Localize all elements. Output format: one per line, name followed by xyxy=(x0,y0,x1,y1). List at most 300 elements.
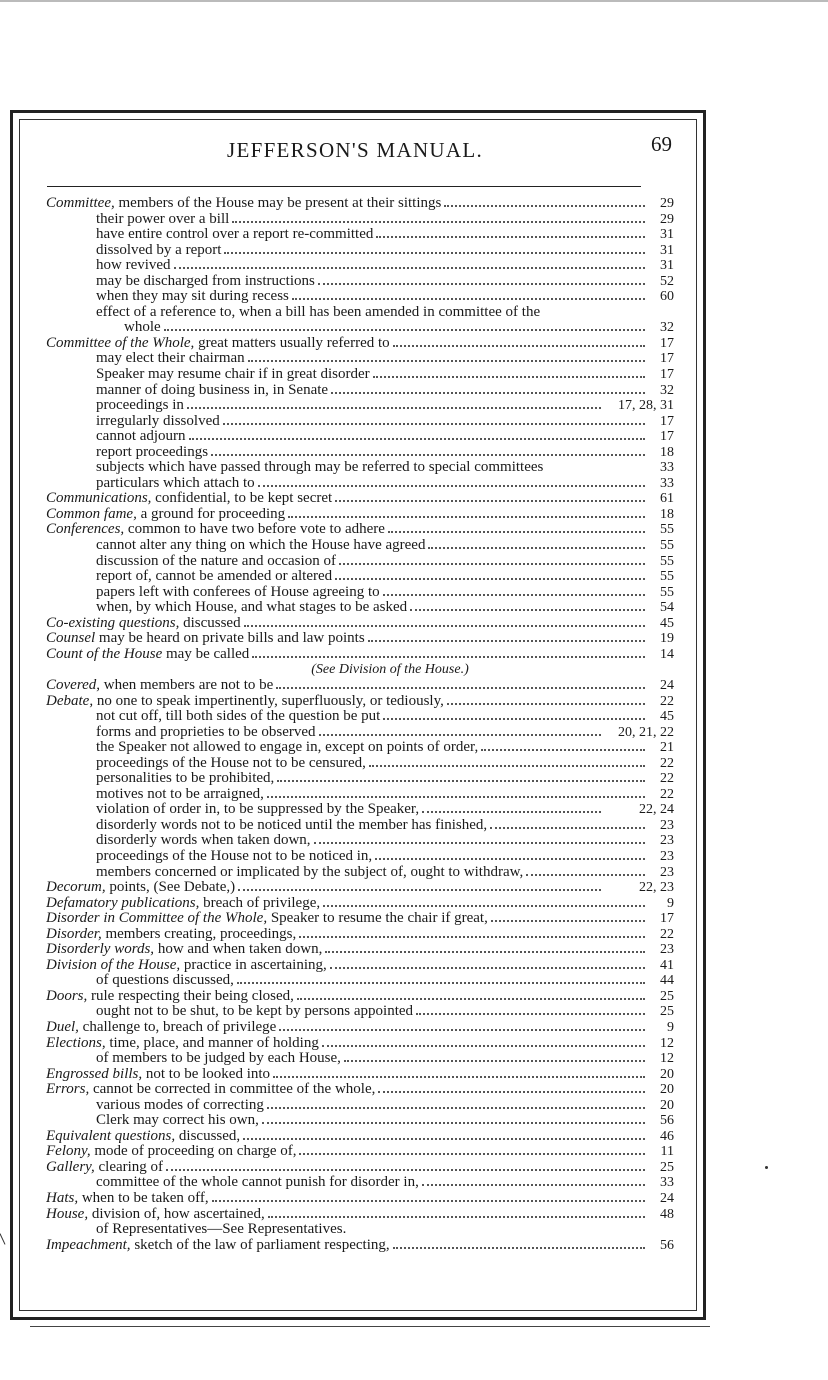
entry-line xyxy=(96,1004,648,1020)
entry-page-ref: 22 xyxy=(660,771,674,787)
dot-leader xyxy=(416,1013,645,1015)
entry-description: proceedings of the House not to be noticed in, xyxy=(96,848,373,864)
entry-description: mode of proceeding on charge of, xyxy=(90,1144,297,1160)
entry-page-ref: 17 xyxy=(660,351,674,367)
entry-description: dissolved by a report xyxy=(96,242,222,258)
entry-page-ref: 25 xyxy=(660,1159,674,1175)
entry-page-ref: 9 xyxy=(667,895,674,911)
entry-description: discussion of the nature and occasion of xyxy=(96,553,336,569)
entry-text xyxy=(46,1129,240,1145)
entry-page-ref: 32 xyxy=(660,320,674,336)
entry-description: have entire control over a report re-committed xyxy=(96,227,374,243)
index-entry xyxy=(46,1222,674,1238)
entry-text xyxy=(96,258,171,274)
dot-leader xyxy=(376,236,645,238)
index-entry xyxy=(46,507,674,523)
entry-page-ref: 55 xyxy=(660,584,674,600)
index-entry xyxy=(46,196,674,212)
entry-line xyxy=(96,725,604,741)
dot-leader xyxy=(237,982,645,984)
index-entry xyxy=(46,274,674,290)
entry-text xyxy=(96,818,487,834)
entry-description: a ground for proceeding xyxy=(136,506,286,522)
index-entry xyxy=(46,756,674,772)
entry-page-ref: 54 xyxy=(660,600,674,616)
entry-page-ref: 22, 23 xyxy=(639,880,674,896)
entry-text xyxy=(46,1191,209,1207)
index-entry xyxy=(46,911,674,927)
entry-term: Defamatory publications, xyxy=(46,895,200,911)
entry-line xyxy=(96,600,648,616)
entry-term: Counsel xyxy=(46,631,96,647)
entry-description: cannot adjourn xyxy=(96,429,186,445)
entry-page-ref: 41 xyxy=(660,957,674,973)
entry-line xyxy=(96,756,648,772)
dot-leader xyxy=(444,205,645,207)
dot-leader xyxy=(526,874,645,876)
index-entry xyxy=(46,927,674,943)
entry-line xyxy=(96,1051,648,1067)
entry-text xyxy=(96,973,234,989)
index-entry xyxy=(46,414,674,430)
entry-text xyxy=(96,569,332,585)
index-entry xyxy=(46,538,674,554)
entry-description: proceedings in xyxy=(96,398,184,414)
entry-term: Doors, xyxy=(46,988,88,1004)
index-entry xyxy=(46,460,674,476)
entry-line xyxy=(96,709,648,725)
entry-line xyxy=(96,212,648,228)
entry-description: confidential, to be kept secret xyxy=(151,491,333,507)
entry-description: not to be looked into xyxy=(142,1066,271,1082)
dot-leader xyxy=(268,1216,645,1218)
dot-leader xyxy=(344,1060,645,1062)
entry-text xyxy=(46,616,241,632)
entry-term: Covered, xyxy=(46,677,101,693)
index-entry xyxy=(46,1098,674,1114)
dot-leader xyxy=(319,734,601,736)
entry-text xyxy=(46,336,390,352)
entry-line xyxy=(46,1207,648,1223)
entry-text xyxy=(46,958,327,974)
entry-line xyxy=(96,802,604,818)
dot-leader xyxy=(339,563,645,565)
header-rule xyxy=(47,186,641,187)
entry-page-ref: 14 xyxy=(660,646,674,662)
entry-page-ref: 17 xyxy=(660,367,674,383)
dot-leader xyxy=(297,998,645,1000)
entry-text xyxy=(46,1144,296,1160)
entry-page-ref: 23 xyxy=(660,864,674,880)
entry-text xyxy=(96,554,336,570)
index-entry xyxy=(46,1238,674,1254)
entry-description: Clerk may correct his own, xyxy=(96,1113,259,1129)
entry-description: the Speaker not allowed to engage in, except on points of order, xyxy=(96,740,479,756)
entry-description: personalities to be prohibited, xyxy=(96,771,275,787)
dot-leader xyxy=(393,1247,645,1249)
entry-description: cannot be corrected in committee of the whole, xyxy=(89,1082,376,1098)
entry-line xyxy=(96,973,648,989)
entry-description: various modes of correcting xyxy=(96,1097,264,1113)
entry-line xyxy=(46,1036,648,1052)
entry-page-ref: 46 xyxy=(660,1128,674,1144)
entry-line xyxy=(96,865,648,881)
entry-term: Felony, xyxy=(46,1144,91,1160)
dot-leader xyxy=(388,531,645,533)
dot-leader xyxy=(422,1184,645,1186)
entry-description: may be discharged from instructions xyxy=(96,273,315,289)
entry-text xyxy=(46,491,332,507)
entry-description: violation of order in, to be suppressed by the Speaker, xyxy=(96,802,420,818)
index-entry xyxy=(46,694,674,710)
index-entry xyxy=(46,1175,674,1191)
dot-leader xyxy=(299,936,645,938)
dot-leader xyxy=(288,516,645,518)
dot-leader xyxy=(314,842,645,844)
entry-text xyxy=(46,1036,319,1052)
entry-text xyxy=(46,694,444,710)
entry-page-ref: 17 xyxy=(660,335,674,351)
index-entry xyxy=(46,258,674,274)
entry-line xyxy=(46,1067,648,1083)
index-entry xyxy=(46,367,674,383)
dot-leader xyxy=(262,1122,645,1124)
entry-line xyxy=(96,569,648,585)
dot-leader xyxy=(187,407,601,409)
entry-description: breach of privilege, xyxy=(199,895,321,911)
entry-page-ref: 56 xyxy=(660,1113,674,1129)
dot-leader xyxy=(258,485,645,487)
entry-line xyxy=(46,1020,648,1036)
entry-line xyxy=(46,196,648,212)
entry-term: Count of the House xyxy=(46,646,163,662)
entry-text xyxy=(96,1175,419,1191)
entry-text xyxy=(96,865,523,881)
margin-speck xyxy=(765,1166,768,1169)
index-entry xyxy=(46,973,674,989)
entry-description: Speaker may resume chair if in great disorder xyxy=(96,367,370,383)
entry-page-ref: 32 xyxy=(660,382,674,398)
entry-line xyxy=(96,554,648,570)
index-entry xyxy=(46,725,674,741)
entry-term: Impeachment, xyxy=(46,1237,131,1253)
entry-page-ref: 24 xyxy=(660,677,674,693)
entry-description: division of, how ascertained, xyxy=(88,1206,265,1222)
index-entry xyxy=(46,1160,674,1176)
index-entry xyxy=(46,865,674,881)
index-entry xyxy=(46,1004,674,1020)
entry-description: of Representatives—See Representatives. xyxy=(96,1222,347,1238)
entry-description: members of the House may be present at their sittings xyxy=(114,196,442,211)
entry-description: whole xyxy=(124,320,161,336)
entry-description: ought not to be shut, to be kept by persons appointed xyxy=(96,1004,414,1020)
index-list xyxy=(46,196,674,1253)
entry-text xyxy=(96,740,478,756)
margin-tick xyxy=(0,1233,5,1244)
entry-description: discussed, xyxy=(175,1128,241,1144)
dot-leader xyxy=(491,920,645,922)
index-entry xyxy=(46,569,674,585)
entry-line xyxy=(46,647,648,663)
entry-term: Disorder, xyxy=(46,926,102,942)
entry-description: not cut off, till both sides of the question be put xyxy=(96,709,381,725)
entry-page-ref: 22 xyxy=(660,786,674,802)
entry-page-ref: 23 xyxy=(660,848,674,864)
entry-text xyxy=(46,1160,163,1176)
entry-term: Committee of the Whole, xyxy=(46,335,195,351)
entry-description: sketch of the law of parliament respecting, xyxy=(130,1237,390,1253)
entry-text xyxy=(96,538,425,554)
entry-text xyxy=(46,507,285,523)
entry-page-ref: 19 xyxy=(660,631,674,647)
entry-text xyxy=(96,289,289,305)
entry-page-ref: 33 xyxy=(660,460,674,476)
entry-text xyxy=(96,445,208,461)
entry-term: Division of the House, xyxy=(46,957,181,973)
entry-text xyxy=(46,989,294,1005)
entry-line xyxy=(46,1082,648,1098)
index-entry xyxy=(46,1051,674,1067)
entry-page-ref: 55 xyxy=(660,538,674,554)
dot-leader xyxy=(299,1153,645,1155)
entry-line xyxy=(46,1129,648,1145)
entry-page-ref: 12 xyxy=(660,1035,674,1051)
entry-text xyxy=(96,1222,346,1238)
entry-page-ref: 23 xyxy=(660,942,674,958)
entry-line xyxy=(46,491,648,507)
dot-leader xyxy=(335,500,645,502)
dot-leader xyxy=(375,858,645,860)
entry-text xyxy=(96,849,372,865)
entry-line xyxy=(46,336,648,352)
dot-leader xyxy=(428,547,645,549)
entry-term: Equivalent questions, xyxy=(46,1128,176,1144)
entry-line xyxy=(96,289,648,305)
dot-leader xyxy=(267,1107,645,1109)
entry-text xyxy=(46,896,320,912)
entry-line xyxy=(96,243,648,259)
entry-line xyxy=(96,538,648,554)
entry-line xyxy=(96,305,674,321)
entry-description: forms and proprieties to be observed xyxy=(96,724,316,740)
entry-page-ref: 25 xyxy=(660,1004,674,1020)
entry-text xyxy=(96,709,380,725)
entry-line xyxy=(46,989,648,1005)
index-entry xyxy=(46,600,674,616)
dot-leader xyxy=(212,1200,645,1202)
entry-line xyxy=(46,522,648,538)
entry-page-ref: 23 xyxy=(660,817,674,833)
entry-term: Conferences, xyxy=(46,522,125,538)
index-entry xyxy=(46,585,674,601)
index-entry xyxy=(46,678,674,694)
entry-page-ref: 31 xyxy=(660,227,674,243)
entry-line xyxy=(96,818,648,834)
entry-description: cannot alter any thing on which the House have agreed xyxy=(96,538,426,554)
entry-page-ref: 20 xyxy=(660,1066,674,1082)
entry-text xyxy=(46,678,273,694)
bottom-rule xyxy=(30,1326,710,1327)
entry-description: effect of a reference to, when a bill has been amended in committee of the xyxy=(96,304,541,320)
dot-leader xyxy=(481,749,645,751)
dot-leader xyxy=(490,827,645,829)
entry-line xyxy=(96,849,648,865)
index-entry xyxy=(46,336,674,352)
entry-page-ref: 20 xyxy=(660,1097,674,1113)
entry-description: when members are not to be xyxy=(100,677,274,693)
entry-text xyxy=(46,196,441,212)
index-entry xyxy=(46,802,674,818)
index-entry xyxy=(46,989,674,1005)
entry-line xyxy=(46,942,648,958)
entry-description: disorderly words when taken down, xyxy=(96,833,311,849)
index-entry xyxy=(46,1129,674,1145)
entry-page-ref: 11 xyxy=(660,1144,674,1160)
entry-page-ref: 45 xyxy=(660,709,674,725)
entry-page-ref: 33 xyxy=(660,1175,674,1191)
entry-description: motives not to be arraigned, xyxy=(96,786,264,802)
entry-page-ref: 56 xyxy=(660,1237,674,1253)
dot-leader xyxy=(223,423,645,425)
entry-page-ref: 12 xyxy=(660,1051,674,1067)
index-entry xyxy=(46,383,674,399)
entry-text xyxy=(96,1098,264,1114)
entry-description: manner of doing business in, in Senate xyxy=(96,382,329,398)
index-entry xyxy=(46,880,674,896)
entry-description: rule respecting their being closed, xyxy=(87,988,294,1004)
entry-line xyxy=(96,740,648,756)
entry-line xyxy=(96,585,648,601)
index-entry xyxy=(46,398,674,414)
entry-description: may elect their chairman xyxy=(96,351,245,367)
entry-text xyxy=(46,1020,276,1036)
entry-line xyxy=(46,880,604,896)
dot-leader xyxy=(248,360,645,362)
entry-term: Gallery, xyxy=(46,1159,95,1175)
index-entry xyxy=(46,1036,674,1052)
entry-page-ref: 20 xyxy=(660,1082,674,1098)
entry-page-ref: 25 xyxy=(660,988,674,1004)
entry-page-ref: 44 xyxy=(660,973,674,989)
entry-description: discussed xyxy=(179,615,241,631)
entry-line xyxy=(46,958,648,974)
dot-leader xyxy=(232,221,645,223)
entry-description: great matters usually referred to xyxy=(194,335,390,351)
index-entry xyxy=(46,647,674,663)
entry-text xyxy=(96,460,543,476)
entry-line xyxy=(96,351,648,367)
entry-text xyxy=(46,880,235,896)
entry-line xyxy=(96,1113,648,1129)
entry-page-ref: 9 xyxy=(667,1019,674,1035)
entry-description: disorderly words not to be noticed until the member has finished, xyxy=(96,817,488,833)
entry-line xyxy=(96,833,648,849)
dot-leader xyxy=(410,609,645,611)
dot-leader xyxy=(383,718,645,720)
entry-text xyxy=(46,1082,375,1098)
entry-page-ref: 48 xyxy=(660,1206,674,1222)
entry-page-ref: 17 xyxy=(660,429,674,445)
entry-page-ref: 60 xyxy=(660,289,674,305)
entry-term: Hats, xyxy=(46,1191,79,1206)
index-entry xyxy=(46,896,674,912)
entry-term: Duel, xyxy=(46,1019,79,1035)
entry-text xyxy=(46,942,322,958)
entry-line xyxy=(96,429,648,445)
dot-leader xyxy=(292,298,645,300)
dot-leader xyxy=(277,780,645,782)
entry-text xyxy=(96,833,311,849)
entry-text xyxy=(96,1004,413,1020)
index-entry xyxy=(46,445,674,461)
entry-description: committee of the whole cannot punish for disorder in, xyxy=(96,1175,419,1191)
dot-leader xyxy=(166,1169,645,1171)
entry-text xyxy=(96,1051,341,1067)
entry-text xyxy=(96,725,316,741)
entry-line xyxy=(46,896,648,912)
dot-leader xyxy=(276,687,645,689)
index-entry xyxy=(46,1082,674,1098)
index-entry xyxy=(46,227,674,243)
entry-description: how revived xyxy=(96,258,171,274)
entry-line xyxy=(96,476,648,492)
entry-page-ref: 45 xyxy=(660,615,674,631)
index-entry xyxy=(46,429,674,445)
index-entry xyxy=(46,662,674,678)
entry-description: points, (See Debate,) xyxy=(105,880,236,896)
entry-page-ref: 21 xyxy=(660,740,674,756)
entry-page-ref: 17 xyxy=(660,911,674,927)
entry-line xyxy=(96,227,648,243)
index-entry xyxy=(46,958,674,974)
entry-term: Disorder in Committee of the Whole, xyxy=(46,911,268,927)
index-entry xyxy=(46,351,674,367)
entry-page-ref: 22 xyxy=(660,755,674,771)
top-edge-rule xyxy=(0,0,828,2)
dot-leader xyxy=(224,252,645,254)
entry-page-ref: 55 xyxy=(660,569,674,585)
entry-page-ref: 17 xyxy=(660,413,674,429)
entry-text xyxy=(46,1238,390,1254)
entry-description: how and when taken down, xyxy=(154,942,323,958)
entry-description: members concerned or implicated by the subject of, ought to withdraw, xyxy=(96,864,524,880)
entry-term: Decorum, xyxy=(46,880,106,896)
index-entry xyxy=(46,243,674,259)
entry-page-ref: 23 xyxy=(660,833,674,849)
entry-text xyxy=(96,398,184,414)
entry-description: proceedings of the House not to be censured, xyxy=(96,755,366,771)
entry-text xyxy=(46,647,249,663)
entry-line xyxy=(46,1144,648,1160)
dot-leader xyxy=(422,811,601,813)
index-entry xyxy=(46,740,674,756)
entry-term: Engrossed bills, xyxy=(46,1066,143,1082)
entry-term: Communications, xyxy=(46,491,152,507)
entry-page-ref: 20, 21, 22 xyxy=(618,724,674,740)
index-entry xyxy=(46,616,674,632)
entry-page-ref: 17, 28, 31 xyxy=(618,398,674,414)
running-title: JEFFERSON'S MANUAL. xyxy=(226,138,484,162)
entry-description: when they may sit during recess xyxy=(96,289,289,305)
entry-text xyxy=(96,383,328,399)
entry-line xyxy=(46,678,648,694)
dot-leader xyxy=(447,703,645,705)
entry-page-ref: 31 xyxy=(660,258,674,274)
entry-line xyxy=(96,398,604,414)
index-entry xyxy=(46,942,674,958)
entry-text xyxy=(96,802,419,818)
entry-text xyxy=(46,1067,270,1083)
